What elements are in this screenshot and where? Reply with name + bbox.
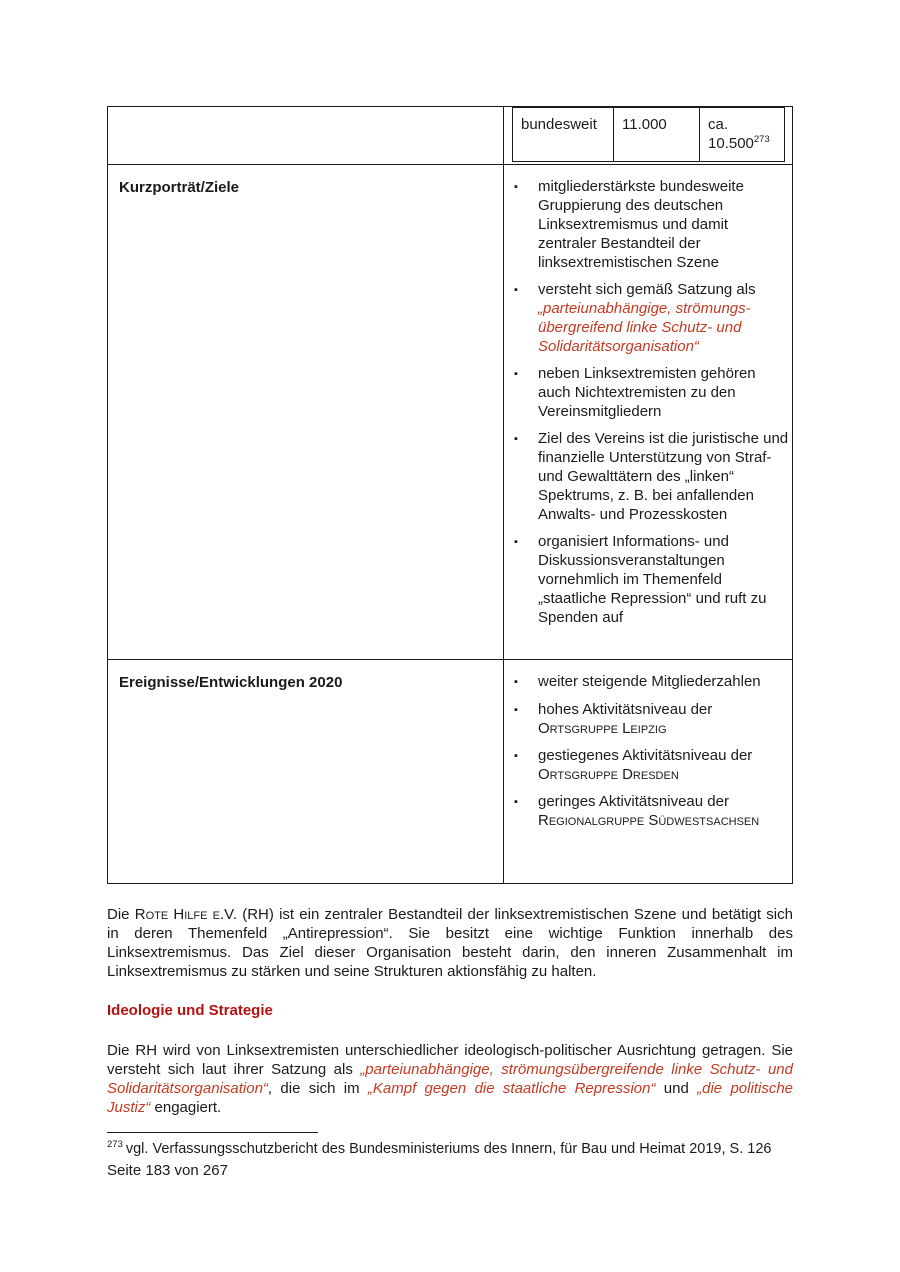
- page-number: Seite 183 von 267: [107, 1162, 228, 1179]
- footnote-divider: [107, 1132, 318, 1133]
- bullet-list-ereignisse: [504, 660, 792, 883]
- bullet-square-icon: ▪: [514, 433, 518, 445]
- text-run: versteht sich gemäß Satzung als: [538, 281, 756, 298]
- text-run: gestiegenes Aktivitätsniveau der: [538, 747, 753, 764]
- footnote-text: vgl. Verfassungsschutzbericht des Bundesministeriums des Innern, für Bau und Heimat 2019, S. 126: [125, 1141, 772, 1157]
- bullet-square-icon: ▪: [514, 796, 518, 808]
- smallcaps-name: Ortsgruppe Leipzig: [538, 720, 667, 737]
- quoted-citation: „parteiunabhängige, strömungsübergreifende linke Schutz- und Solidaritätsorganisation“: [107, 1061, 793, 1097]
- paragraph-ideologie: [107, 1041, 793, 1117]
- table-row-ereignisse: [108, 659, 792, 883]
- bullet-square-icon: ▪: [514, 284, 518, 296]
- bullet-square-icon: ▪: [514, 676, 518, 688]
- text-run: , die sich im: [267, 1080, 368, 1097]
- text-run: mitgliederstärkste bundesweite Gruppierung des deutschen Linksextremismus und damit zentraler Bestandteil der linksextremistischen Szene: [538, 178, 744, 271]
- profile-table: [107, 106, 793, 884]
- text-run: neben Linksextremisten gehören auch Nichtextremisten zu den Vereinsmitgliedern: [538, 365, 756, 420]
- bullet-item: [514, 177, 790, 272]
- bullet-item: [514, 429, 790, 524]
- bullet-item: [514, 280, 790, 356]
- bullet-item: [514, 364, 790, 421]
- stat-cell: 11.000: [614, 107, 700, 162]
- footnote: [107, 1139, 793, 1159]
- text-run: organisiert Informations- und Diskussionsveranstaltungen vornehmlich im Themenfeld „staatliche Repression“ und ruft zu Spenden auf: [538, 533, 767, 626]
- row-label-ereignisse: Ereignisse/Entwicklungen 2020: [108, 660, 504, 883]
- table-row-kurzportraet: [108, 164, 792, 659]
- stats-row-empty-cell: [108, 107, 504, 164]
- bullet-list-kurzportraet: [504, 165, 792, 659]
- bullet-item: [514, 672, 790, 692]
- stats-cells: [504, 107, 792, 164]
- footnote-ref: 273: [753, 134, 770, 145]
- text-run: weiter steigende Mitgliederzahlen: [538, 673, 761, 690]
- table-row-stats: [108, 107, 792, 164]
- smallcaps-name: Ortsgruppe Dresden: [538, 766, 679, 783]
- bullet-square-icon: ▪: [514, 536, 518, 548]
- stat-cell: bundesweit: [512, 107, 614, 162]
- bullet-item: [514, 792, 790, 830]
- stat-cell: ca. 10.500$^{273}$: [700, 107, 785, 162]
- text-run: Ziel des Vereins ist die juristische und finanzielle Unterstützung von Straf- und Gewalttätern des „linken“ Spektrums, z. B. bei anfallenden Anwalts- und Prozesskosten: [538, 430, 789, 523]
- paragraph-rote-hilfe: [107, 905, 793, 981]
- row-label-kurzportraet: Kurzporträt/Ziele: [108, 165, 504, 659]
- bullet-item: [514, 746, 790, 784]
- page-content: [107, 106, 793, 1181]
- bullet-item: [514, 532, 790, 627]
- bullet-square-icon: ▪: [514, 704, 518, 716]
- text-run: (RH) ist ein zentraler Bestandteil der linksextremistischen Szene und betätigt sich in deren Themenfeld „Antirepression“. Sie besitzt eine wichtige Funktion innerhalb des Linksextremismus. Das Ziel dieser Organisation besteht darin, den inneren Zusammenhalt im Linksextremismus zu stärken und seine Strukturen aktionsfähig zu halten.: [107, 906, 793, 980]
- bullet-square-icon: ▪: [514, 750, 518, 762]
- text-run: Die: [107, 906, 135, 923]
- quoted-citation: „Kampf gegen die staatliche Repression“: [367, 1080, 656, 1097]
- text-run: engagiert.: [150, 1099, 222, 1116]
- text-run: hohes Aktivitätsniveau der: [538, 701, 713, 718]
- smallcaps-name: Rote Hilfe e.V.: [134, 906, 237, 923]
- quoted-citation: „die politische Justiz“: [107, 1080, 794, 1116]
- smallcaps-name: Regionalgruppe Südwestsachsen: [538, 812, 760, 829]
- text-run: Die RH wird von Linksextremisten unterschiedlicher ideologisch-politischer Ausrichtung getragen. Sie versteht sich laut ihrer Satzung als: [107, 1042, 793, 1078]
- bullet-square-icon: ▪: [514, 181, 518, 193]
- section-heading-ideologie: Ideologie und Strategie: [107, 1002, 273, 1019]
- bullet-item: [514, 700, 790, 738]
- footnote-ref: 273: [107, 1139, 123, 1151]
- bullet-square-icon: ▪: [514, 368, 518, 380]
- text-run: und: [655, 1080, 698, 1097]
- quoted-citation: „parteiunabhängige, strömungs-übergreifend linke Schutz- und Solidaritätsorganisation“: [538, 300, 751, 355]
- text-run: geringes Aktivitätsniveau der: [538, 793, 729, 810]
